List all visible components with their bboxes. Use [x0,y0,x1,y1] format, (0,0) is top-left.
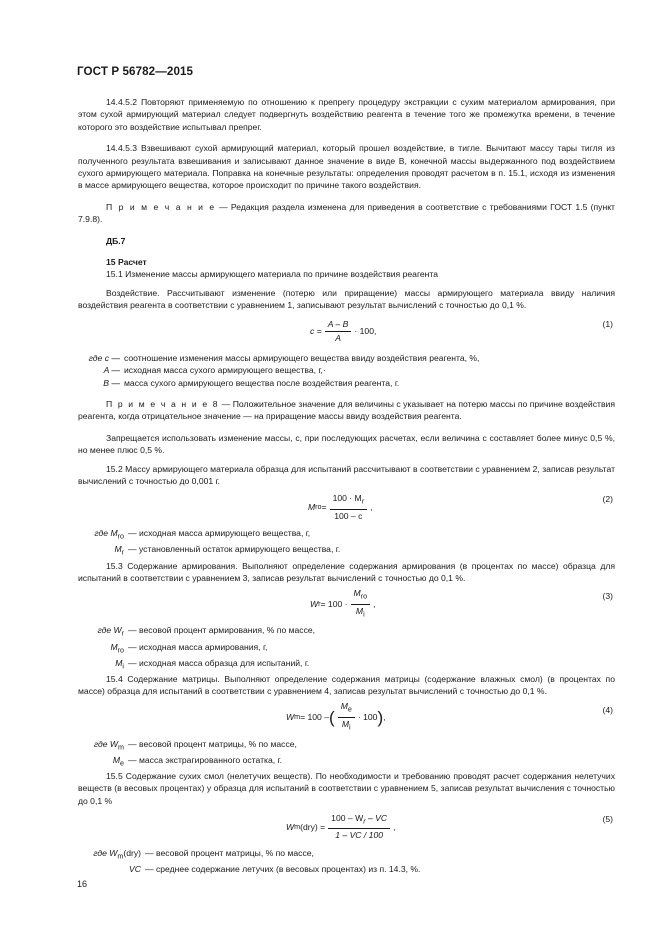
def-sym-text: M [115,657,123,668]
definition-row [78,738,615,754]
def-text: — масса экстрагированного остатка, г. [128,754,283,765]
eq3-fraction [351,588,371,620]
def-text: — весовой процент матрицы, % по массе, [128,738,297,749]
eq4-num-text: M [340,701,348,712]
def-symbol [78,847,141,863]
definitions-5 [78,847,615,876]
page-content [78,96,615,876]
eq1-fraction [325,319,352,344]
def-sym-text: где M [94,528,118,539]
def-sym-sub: m [117,852,124,861]
def-sym-text: где W [97,625,122,636]
eq5-lhs: W [286,821,295,832]
eq4-den-sub: i [349,723,351,732]
equation-4 [78,702,615,736]
definitions-4 [78,738,615,770]
def-text: — среднее содержание летучих (в весовых процентах) из п. 14.3, %. [145,864,421,875]
def-symbol [78,527,124,543]
eq4-lhs: W [286,712,295,723]
eq1-numerator: A – B [325,319,352,332]
def-symbol: где c — [88,352,120,363]
def-text: — исходная масса образца для испытаний, г. [128,657,310,668]
equation-1 [78,316,615,350]
definitions-3 [78,624,615,672]
eq2-tail: , [370,502,373,513]
def-sym-text2: (dry) [123,848,141,859]
definition-row [78,863,615,875]
eq1-number: (1) [602,318,613,329]
eq4-mid: · 100 [357,712,378,723]
eq5-numerator [328,813,390,830]
eq5-num-text2: – VC [365,812,388,823]
def-sym-sub: e [120,759,124,768]
def-symbol [78,543,124,559]
def-symbol [78,641,124,657]
eq4-numerator [338,701,355,718]
def-symbol: VC [129,864,141,875]
subsection-15-1-text: Воздействие. Рассчитывают изменение (потерю или приращение) массы армирующего материала ввиду наличия воздействия реагента в соответствии с уравнением 1, записывают результат вычислений с точностью до 0,1 %. [78,287,615,311]
note-1-label: П р и м е ч а н и е [106,201,216,212]
definition-row [78,352,615,364]
eq1-tail: · 100, [354,326,377,337]
eq2-number: (2) [602,494,613,505]
eq3-tail: , [373,599,376,610]
def-text: — исходная масса армирования, г, [128,641,268,652]
definition-row [78,754,615,770]
note-8-label: П р и м е ч а н и е 8 [106,398,220,409]
page-number: 16 [77,879,88,889]
def-sym-text: M [114,544,122,555]
definition-row [78,377,615,389]
def-text: — весовой процент матрицы, % по массе, [145,848,314,859]
paragraph-14-4-5-3: 14.4.5.3 Взвешивают сухой армирующий материал, который прошел воздействие, в тигле. Вычитают массу тары тигля из полученного результата взвешивания и записывают данное значение в виде B, конечной массы выдержанного под воздействием сухого армирующего материала. Поправка на конечные результаты: определения проводят расчетом в п. 15.1, исходя из изменения в массе армирующего вещества, которое происходит по причине такого воздействия. [78,143,615,191]
def-text: — исходная масса армирующего вещества, г, [128,528,311,539]
eq2-num-sub: r [361,497,365,506]
definition-row [78,624,615,640]
def-symbol [78,738,124,754]
eq3-eq: = 100 · [320,599,348,610]
eq2-lhs: M [308,502,316,513]
eq3-numerator [351,588,371,605]
def-text: — установленный остаток армирующего вещества, г. [128,544,341,555]
def-text: — весовой процент армирования, % по массе, [128,625,316,636]
paragraph-14-4-5-2: 14.4.5.2 Повторяют применяемую по отношению к препрегу процедуру экстракции с сухим материалом армирования, при этом сухой армирующий материал следует подвергнуть воздействию реагента в течение того же промежутка времени, в течение которого это воздействие испытывал препрег. [78,97,615,132]
equation-2 [78,491,615,525]
eq4-number: (4) [602,704,613,715]
def-sym-sub: ro [117,533,124,542]
eq4-denominator [339,718,354,734]
eq5-denominator: 1 – VC / 100 [335,830,384,841]
def-symbol [78,624,124,640]
definitions-1 [78,352,615,389]
def-symbol: A — [103,365,120,376]
eq3-den-sub: i [363,610,365,619]
def-sym-text: M [110,641,118,652]
definition-row [78,527,615,543]
note-1 [78,201,615,226]
definition-row [78,847,615,863]
definition-row [78,543,615,559]
paragraph-forbid: Запрещается использовать изменение массы, c, при последующих расчетах, если величина c составляет более минус 0,5 %, но менее плюс 0,5 %. [78,432,615,456]
def-sym-text: где W [93,738,119,749]
equation-3 [78,588,615,622]
section-15-title: 15 Расчет [106,257,147,268]
def-sym-text: где W [93,848,118,859]
def-symbol: B — [103,377,120,388]
eq2-lhs-sub: ro [315,503,322,512]
def-sym-sub: i [122,662,124,671]
subsection-15-4: 15.4 Содержание матрицы. Выполняют определение содержания матрицы (содержание влажных смол) (в процентах по массе) образца для испытаний в соответствии с уравнением 4, записав результат вычислений с точностью до 0,1 %. [78,673,615,697]
eq4-num-sub: e [347,706,352,715]
note-8-text: — Положительное значение для величины c указывает на потерю массы по причине воздействия реагента, когда отрицательное значение — на приращение массы ввиду воздействия реагента. [78,398,615,422]
eq5-lhs-sub: m [294,822,301,831]
eq4-paren-open: ( [329,708,335,728]
note-8 [78,398,615,423]
def-symbol [78,657,124,673]
subsection-15-3: 15.3 Содержание армирования. Выполняют определение содержания армирования (в процентах по массе) образца для испытаний в соответствии с уравнением 3, записав результат вычислений с точностью до 0,1 %. [78,560,615,583]
eq2-denominator: 100 – c [334,510,363,521]
eq2-numerator [330,493,368,510]
eq5-number: (5) [602,814,613,825]
section-db7: ДБ.7 [106,235,126,246]
eq2-num-text: 100 · M [332,492,362,503]
def-sym-sub: ro [117,646,124,655]
def-sym-sub: r [121,549,124,558]
eq5-lhs2: (dry) = [300,821,326,832]
eq3-den-text: M [355,605,364,616]
eq3-lhs-sub: r [318,600,321,609]
eq1-lhs: c = [310,326,322,337]
subsection-15-1-title: 15.1 Изменение массы армирующего материала по причине воздействия реагента [106,269,439,280]
def-sym-sub: r [121,630,124,639]
subsection-15-5: 15.5 Содержание сухих смол (нелетучих веществ). По необходимости и требованию проводят расчет содержания нелетучих веществ (в весовых процентах) у образца для испытаний в соответствии с уравнением 5, записав результат вычисления с точностью до 0,1 % [78,770,615,806]
eq5-fraction [328,813,390,842]
eq3-num-sub: ro [360,592,368,601]
eq2-eq: = [321,502,327,513]
definition-row [78,657,615,673]
def-text: исходная масса сухого армирующего вещества, г,· [124,365,326,376]
eq3-num-text: M [353,588,361,599]
eq4-fraction [338,701,355,733]
def-text: соотношение изменения массы армирующего вещества ввиду воздействия реагента, %, [124,352,480,363]
eq3-lhs: W [310,599,319,610]
eq3-denominator [353,605,368,621]
document-header-title: ГОСТ Р 56782—2015 [77,65,194,78]
eq4-paren-close: ) [377,708,384,728]
def-symbol [78,754,124,770]
eq3-number: (3) [602,591,613,602]
def-sym-text: M [112,754,121,765]
definition-row [78,641,615,657]
eq4-tail: , [383,712,386,723]
note-1-text: — Редакция раздела изменена для приведения в соответствие с требованиями ГОСТ 1.5 (пункт 7.9.8). [78,201,615,225]
definition-row [78,364,615,376]
eq2-fraction [330,493,368,522]
eq5-num-sub: r [363,817,366,826]
def-text: масса сухого армирующего вещества после воздействия реагента, г. [124,377,400,388]
eq4-den-text: M [341,719,350,730]
definitions-2 [78,527,615,559]
def-sym-sub: m [118,743,124,752]
eq4-lhs-sub: m [294,713,301,722]
eq1-denominator: A [335,333,341,344]
eq4-eq: = 100 – [300,712,330,723]
equation-5 [78,811,615,845]
eq5-tail: , [393,821,396,832]
eq5-num-text: 100 – W [331,812,364,823]
subsection-15-2: 15.2 Массу армирующего материала образца для испытаний рассчитывают в соответствии с уравнением 2, записав результат вычислений с точностью до 0,001 г. [78,463,615,486]
